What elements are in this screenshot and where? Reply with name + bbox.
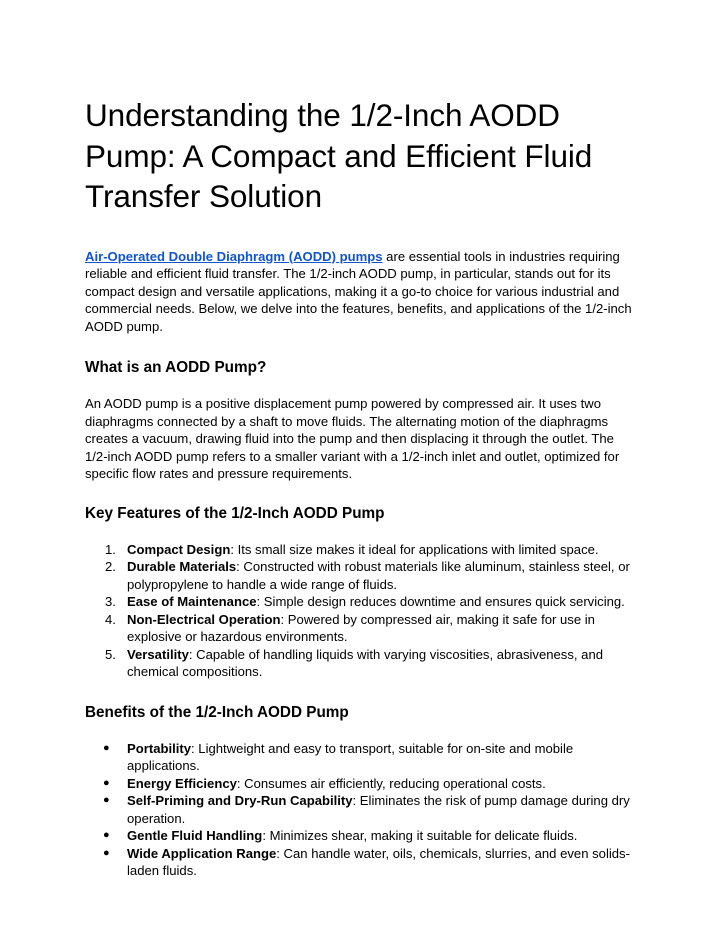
feature-desc: : Capable of handling liquids with varying viscosities, abrasiveness, and chemical compositions. [127,646,604,679]
bullet-icon: ● [103,846,110,859]
benefit-term: Gentle Fluid Handling [127,828,263,843]
benefit-term: Wide Application Range [127,845,277,861]
bullet-icon: ● [103,829,110,841]
list-item [85,827,635,845]
what-is-paragraph: An AODD pump is a positive displacement pump powered by compressed air. It uses two diaphragms connected by a shaft to move fluids. The alternating motion of the diaphragms creates a vacuum, drawing fluid into the pump and then displacing it through the outlet. The 1/2-inch AODD pump refers to a smaller variant with a 1/2-inch inlet and outlet, optimized for specific flow rates and pressure requirements. [85,396,620,481]
feature-desc: : Its small size makes it ideal for applications with limited space. [230,541,599,557]
feature-term: Durable Materials [127,559,237,574]
feature-term: Compact Design [127,541,231,557]
benefit-desc: : Consumes air efficiently, reducing operational costs. [236,775,546,791]
list-number: 3. [105,594,116,609]
benefit-desc: : Can handle water, oils, chemicals, slurries, and even solids-laden fluids. [127,845,630,878]
bullet-icon: ● [103,776,110,789]
list-number: 1. [105,541,116,557]
list-item [85,593,635,611]
list-item [85,792,635,827]
list-number: 2. [105,559,116,574]
benefits-heading: Benefits of the 1/2-Inch AODD Pump [85,703,349,721]
list-item [85,646,635,681]
features-list [85,541,635,681]
benefit-term: Portability [127,740,192,756]
list-item [85,541,635,559]
feature-desc: : Simple design reduces downtime and ensures quick servicing. [256,594,625,609]
benefit-desc: : Eliminates the risk of pump damage during dry operation. [127,793,630,826]
list-item [85,775,635,793]
benefit-term: Energy Efficiency [127,775,237,791]
bullet-icon: ● [103,741,110,754]
feature-desc: : Constructed with robust materials like aluminum, stainless steel, or polypropylene to handle a wide range of fluids. [127,559,630,592]
list-number: 5. [105,646,116,662]
benefits-list [85,740,635,880]
bullet-icon: ● [103,794,110,806]
intro-text: are essential tools in industries requiring reliable and efficient fluid transfer. The 1/2-inch AODD pump, in particular, stands out for its compact design and versatile applications, making it a go-to choice for various industrial and commercial needs. Below, we delve into the features, benefits, and applications of the 1/2-inch AODD pump. [85,248,632,334]
features-heading: Key Features of the 1/2-Inch AODD Pump [85,504,385,522]
what-is-heading: What is an AODD Pump? [85,359,267,376]
feature-desc: : Powered by compressed air, making it safe for use in explosive or hazardous environments. [127,611,595,644]
page-title: Understanding the 1/2-Inch AODD Pump: A Compact and Efficient Fluid Transfer Solution [85,97,593,214]
intro-paragraph [85,248,635,336]
benefit-term: Self-Priming and Dry-Run Capability [127,793,353,808]
feature-term: Ease of Maintenance [127,594,257,609]
feature-term: Non-Electrical Operation [127,611,281,627]
benefit-desc: : Minimizes shear, making it suitable for delicate fluids. [262,828,578,843]
list-item [85,740,635,775]
feature-term: Versatility [127,646,189,662]
list-item [85,845,635,880]
list-item [85,611,635,646]
list-number: 4. [105,611,116,627]
document-page [85,95,635,880]
list-item [85,558,635,593]
benefit-desc: : Lightweight and easy to transport, suitable for on-site and mobile applications. [127,740,574,773]
aodd-pumps-link[interactable]: Air-Operated Double Diaphragm (AODD) pumps [85,248,383,264]
